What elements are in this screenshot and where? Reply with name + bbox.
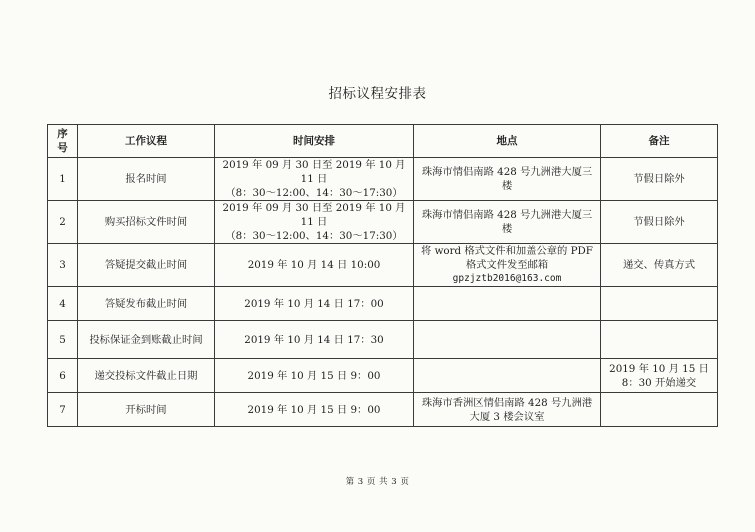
table-row xyxy=(48,158,718,201)
cell-note xyxy=(601,393,718,427)
cell-location xyxy=(414,244,601,287)
header-time: 时间安排 xyxy=(215,125,414,158)
cell-no: 6 xyxy=(48,359,78,393)
cell-location xyxy=(414,287,601,321)
time-line-2: （8：30～12:00、14：30～17:30） xyxy=(225,187,403,199)
cell-note: 节假日除外 xyxy=(601,158,718,201)
header-no: 序号 xyxy=(48,125,78,158)
cell-no: 5 xyxy=(48,321,78,359)
cell-time: 2019 年 10 月 14 日 10:00 xyxy=(215,244,414,287)
cell-location: 珠海市情侣南路 428 号九洲港大厦三楼 xyxy=(414,158,601,201)
cell-time: 2019 年 10 月 14 日 17：00 xyxy=(215,287,414,321)
cell-no: 4 xyxy=(48,287,78,321)
table-header-row xyxy=(48,125,718,158)
cell-time: 2019 年 10 月 15 日 9：00 xyxy=(215,359,414,393)
cell-no: 3 xyxy=(48,244,78,287)
time-line-1: 2019 年 09 月 30 日至 2019 年 10 月 11 日 xyxy=(222,202,406,228)
document-title: 招标议程安排表 xyxy=(328,86,427,102)
cell-time xyxy=(215,158,414,201)
agenda-table xyxy=(47,124,718,427)
cell-note: 节假日除外 xyxy=(601,201,718,244)
cell-item: 购买招标文件时间 xyxy=(78,201,215,244)
location-email: gpzjztb2016@163.com xyxy=(452,273,562,284)
cell-no: 2 xyxy=(48,201,78,244)
table-row xyxy=(48,359,718,393)
cell-item: 答疑发布截止时间 xyxy=(78,287,215,321)
cell-item: 答疑提交截止时间 xyxy=(78,244,215,287)
cell-location: 珠海市情侣南路 428 号九洲港大厦三楼 xyxy=(414,201,601,244)
cell-item: 开标时间 xyxy=(78,393,215,427)
header-location: 地点 xyxy=(414,125,601,158)
cell-no: 1 xyxy=(48,158,78,201)
cell-location xyxy=(414,359,601,393)
cell-time: 2019 年 10 月 15 日 9：00 xyxy=(215,393,414,427)
table-row xyxy=(48,393,718,427)
table-row xyxy=(48,201,718,244)
cell-time xyxy=(215,201,414,244)
cell-location xyxy=(414,321,601,359)
table-row xyxy=(48,321,718,359)
cell-item: 报名时间 xyxy=(78,158,215,201)
page-footer: 第 3 页 共 3 页 xyxy=(345,477,410,487)
cell-note xyxy=(601,287,718,321)
time-line-2: （8：30～12:00、14：30～17:30） xyxy=(225,230,403,242)
cell-item: 递交投标文件截止日期 xyxy=(78,359,215,393)
location-text: 将 word 格式文件和加盖公章的 PDF 格式文件发至邮箱 xyxy=(421,245,593,271)
table-row xyxy=(48,287,718,321)
cell-item: 投标保证金到账截止时间 xyxy=(78,321,215,359)
header-item: 工作议程 xyxy=(78,125,215,158)
cell-note: 2019 年 10 月 15 日 8：30 开始递交 xyxy=(601,359,718,393)
cell-no: 7 xyxy=(48,393,78,427)
table-row xyxy=(48,244,718,287)
time-line-1: 2019 年 09 月 30 日至 2019 年 10 月 11 日 xyxy=(222,159,406,185)
cell-location: 珠海市香洲区情侣南路 428 号九洲港大厦 3 楼会议室 xyxy=(414,393,601,427)
cell-note xyxy=(601,321,718,359)
header-note: 备注 xyxy=(601,125,718,158)
cell-note: 递交、传真方式 xyxy=(601,244,718,287)
cell-time: 2019 年 10 月 14 日 17：30 xyxy=(215,321,414,359)
